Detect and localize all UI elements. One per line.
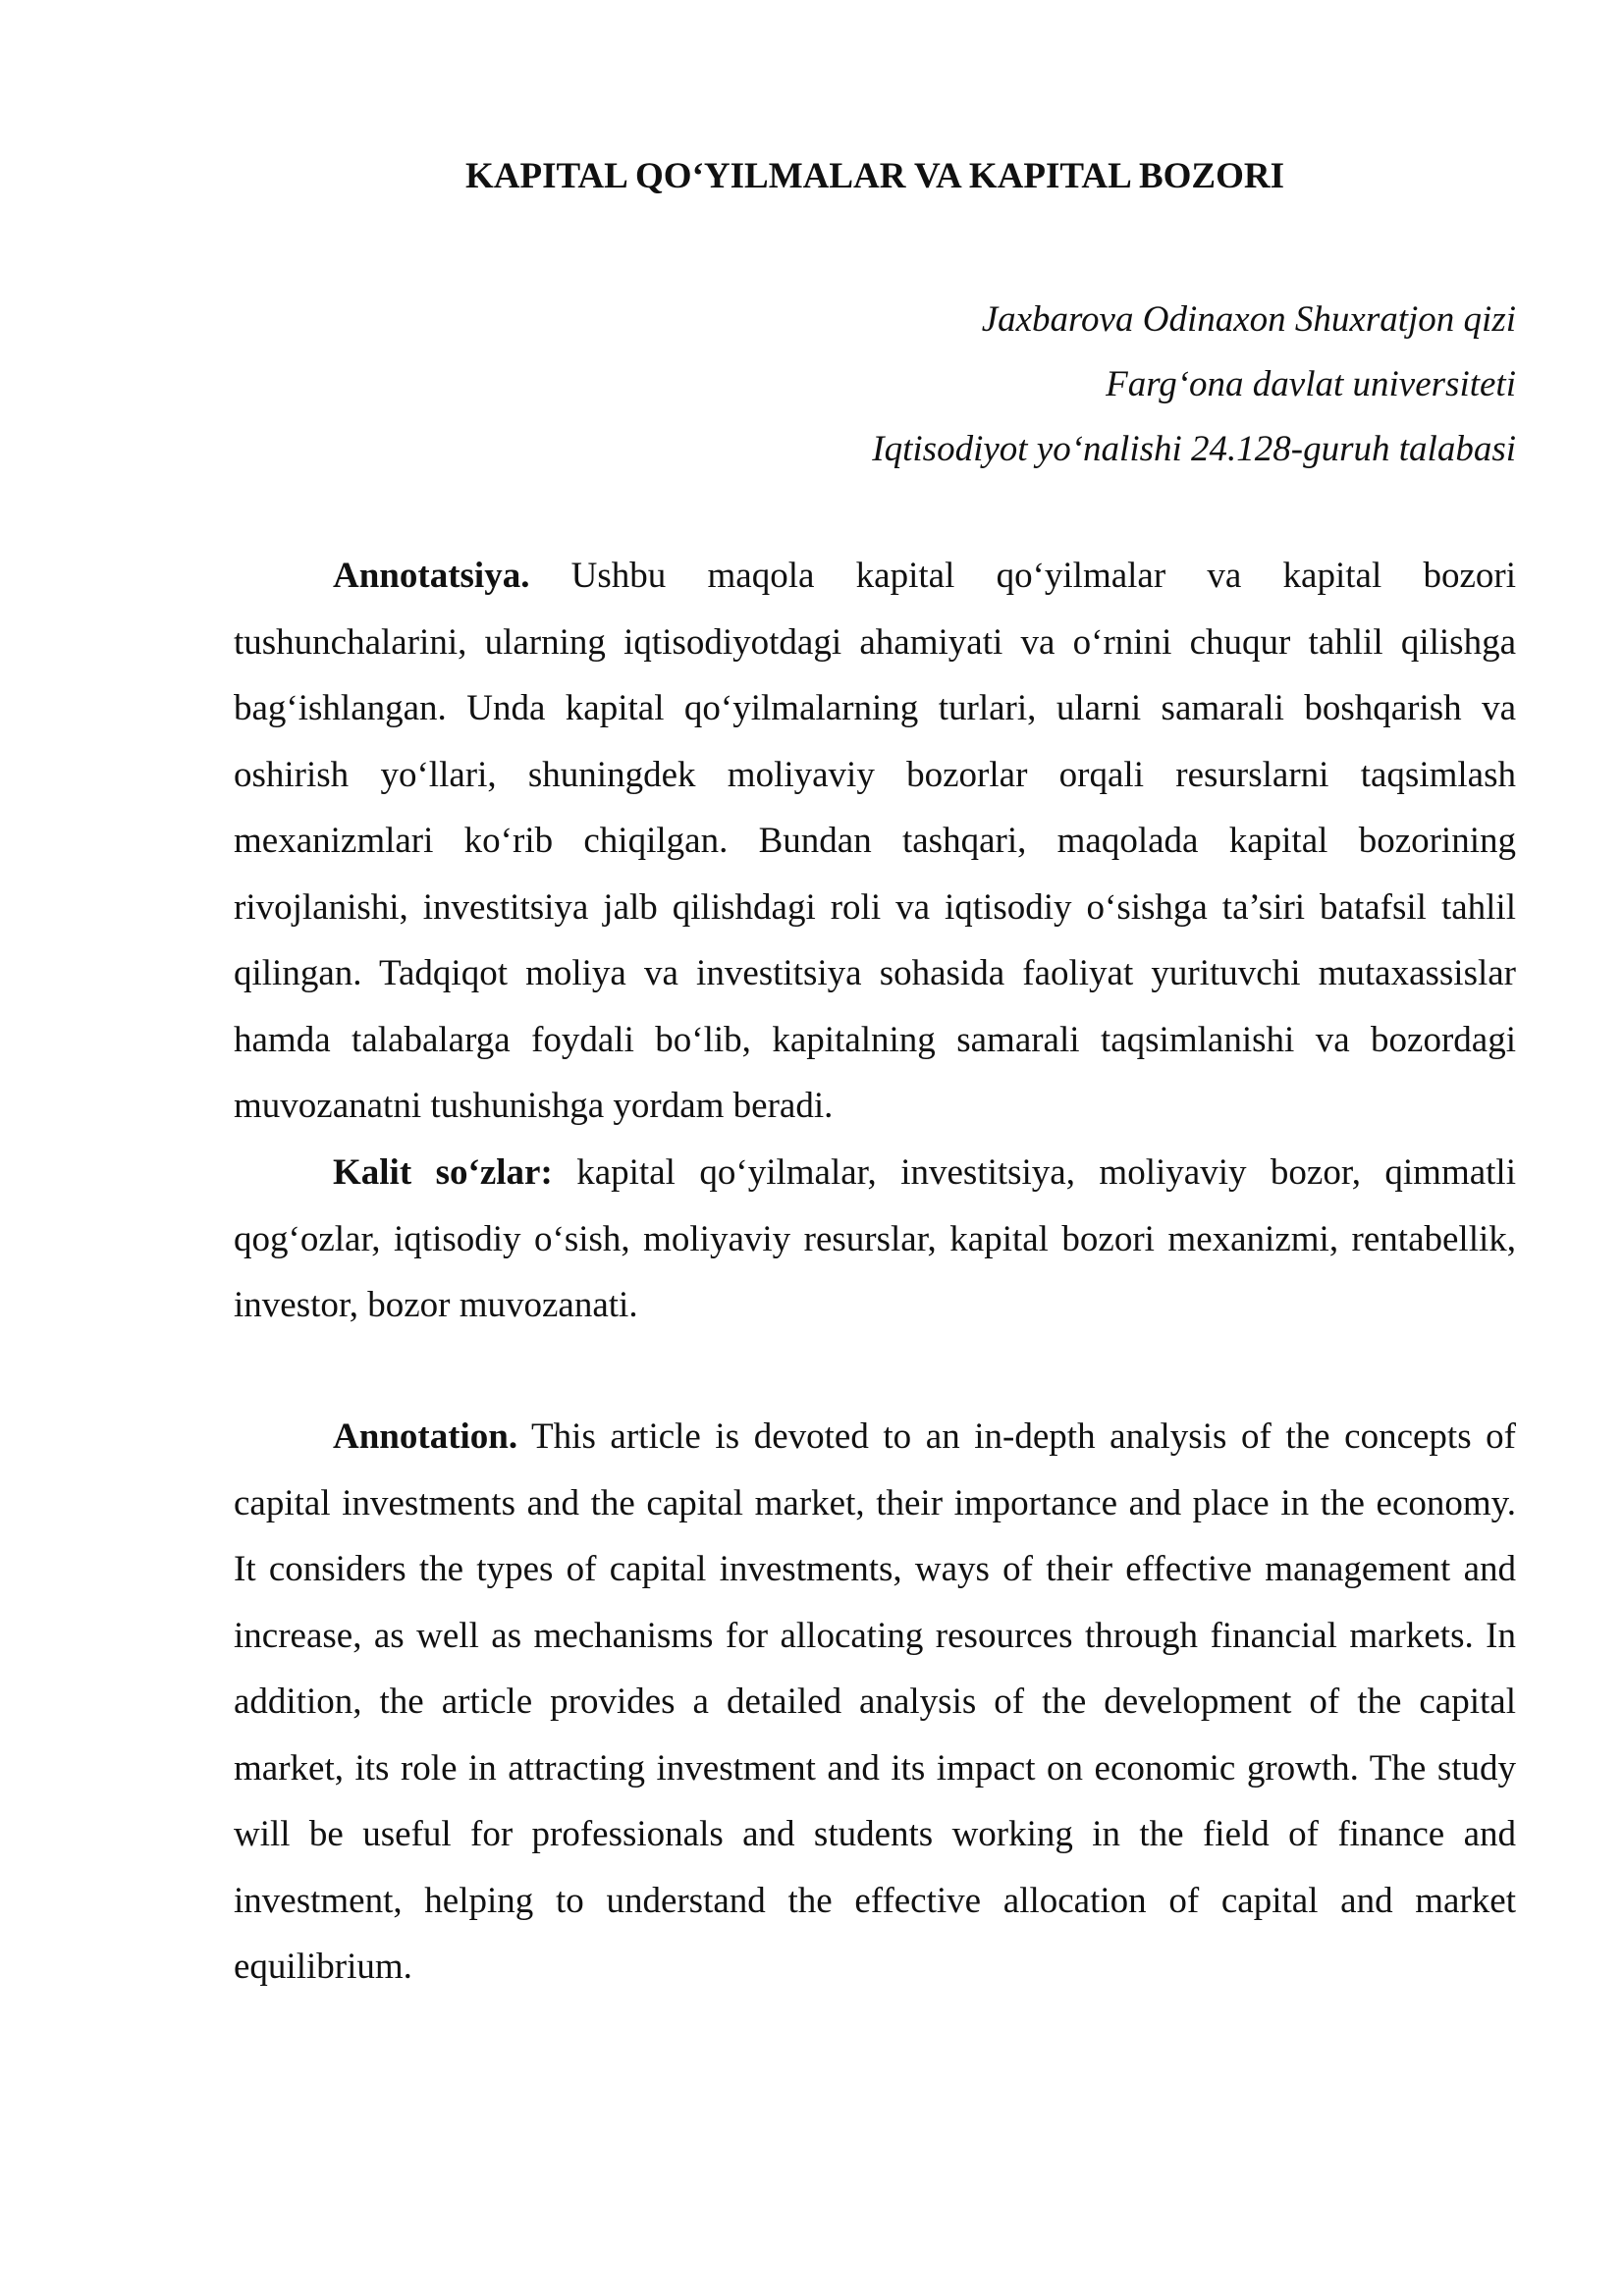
annotation-english <box>234 1404 1516 2001</box>
article-title: KAPITAL QO‘YILMALAR VA KAPITAL BOZORI <box>464 156 1285 196</box>
keywords-uzbek <box>234 1140 1516 1339</box>
annotation-english-label: Annotation. <box>333 1416 518 1457</box>
annotation-english-text: This article is devoted to an in-depth analysis of the concepts of capital investments and the capital market, their importance and place in the economy. It considers the types of capital investments, ways of their effective management and increase, as well as mechanisms for allocating resources through financial markets. In addition, the article provides a detailed analysis of the development of the capital market, its role in attracting investment and its impact on economic growth. The study will be useful for professionals and students working in the field of finance and investment, helping to understand the effective allocation of capital and market equilibrium. <box>234 1416 1516 1987</box>
annotation-uzbek <box>234 543 1516 1140</box>
author-program: Iqtisodiyot yo‘nalishi 24.128-guruh talabasi <box>872 429 1516 469</box>
author-block <box>234 288 1516 482</box>
annotation-uzbek-text: Ushbu maqola kapital qo‘yilmalar va kapital bozori tushunchalarini, ularning iqtisodiyotdagi ahamiyati va o‘rnini chuqur tahlil qilishga bag‘ishlangan. Unda kapital qo‘yilmalarning turlari, ularni samarali boshqarish va oshirish yo‘llari, shuningdek moliyaviy bozorlar orqali resurslarni taqsimlash mexanizmlari ko‘rib chiqilgan. Bundan tashqari, maqolada kapital bozorining rivojlanishi, investitsiya jalb qilishdagi roli va iqtisodiy o‘sishga ta’siri batafsil tahlil qilingan. Tadqiqot moliya va investitsiya sohasida faoliyat yurituvchi mutaxassislar hamda talabalarga foydali bo‘lib, kapitalning samarali taqsimlanishi va bozordagi muvozanatni tushunishga yordam beradi. <box>234 556 1516 1126</box>
keywords-uzbek-label: Kalit so‘zlar: <box>333 1152 553 1193</box>
keywords-uzbek-text: kapital qo‘yilmalar, investitsiya, moliyaviy bozor, qimmatli qog‘ozlar, iqtisodiy o‘sish, moliyaviy resurslar, kapital bozori mexanizmi, rentabellik, investor, bozor muvozanati. <box>234 1152 1516 1325</box>
author-name: Jaxbarova Odinaxon Shuxratjon qizi <box>981 299 1516 340</box>
author-affiliation: Farg‘ona davlat universiteti <box>1106 364 1516 404</box>
annotation-uzbek-label: Annotatsiya. <box>333 556 530 596</box>
